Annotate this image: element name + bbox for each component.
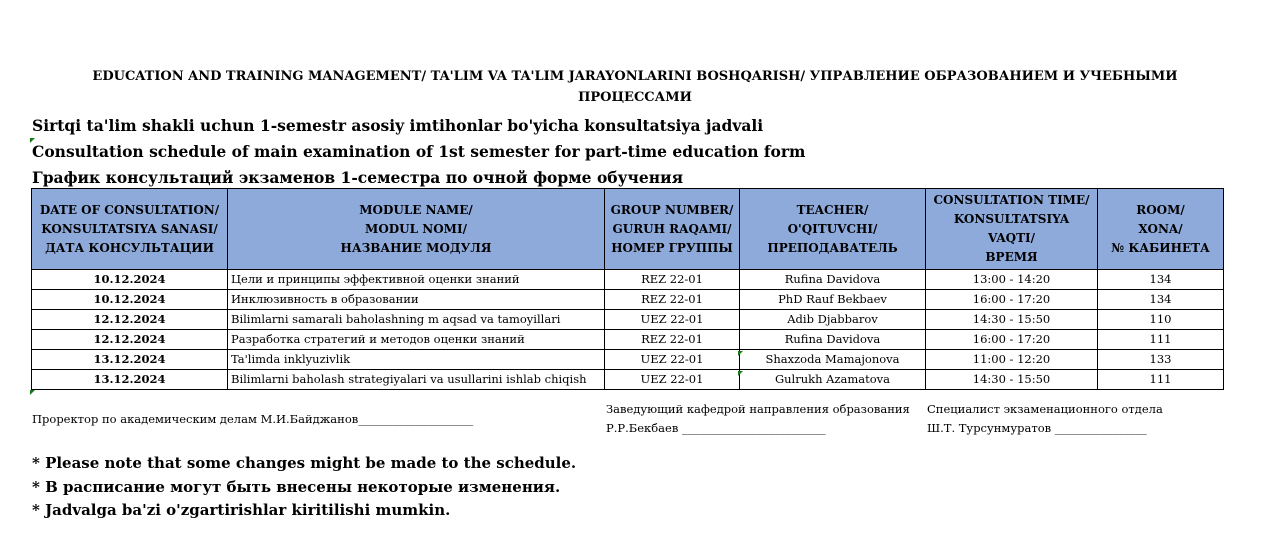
table-header-row xyxy=(32,189,1224,270)
cell-date: 12.12.2024 xyxy=(32,310,228,330)
cell-group: REZ 22-01 xyxy=(605,270,740,290)
cell-module: Ta'limda inklyuzivlik xyxy=(228,350,605,370)
cell-date: 10.12.2024 xyxy=(32,290,228,310)
table-row xyxy=(32,310,1224,330)
cell-date: 12.12.2024 xyxy=(32,330,228,350)
cell-room: 111 xyxy=(1098,370,1224,390)
cell-teacher: Rufina Davidova xyxy=(740,270,926,290)
cell-marker-icon xyxy=(738,371,743,376)
consultation-schedule-table xyxy=(31,188,1224,390)
header-group: GROUP NUMBER/ GURUH RAQAMI/ НОМЕР ГРУППЫ xyxy=(605,189,740,270)
cell-module: Bilimlarni samarali baholashning m aqsad va tamoyillari xyxy=(228,310,605,330)
cell-date: 13.12.2024 xyxy=(32,370,228,390)
table-row xyxy=(32,290,1224,310)
cell-module: Инклюзивность в образовании xyxy=(228,290,605,310)
cell-time: 16:00 - 17:20 xyxy=(926,330,1098,350)
cell-teacher: Gulrukh Azamatova xyxy=(740,370,926,390)
page-title: EDUCATION AND TRAINING MANAGEMENT/ TA'LIM VA TA'LIM JARAYONLARINI BOSHQARISH/ УПРАВЛЕНИЕ ОБРАЗОВАНИЕМ И УЧЕБНЫМИ ПРОЦЕССАМИ xyxy=(92,69,1178,105)
cell-time: 11:00 - 12:20 xyxy=(926,350,1098,370)
cell-time: 14:30 - 15:50 xyxy=(926,370,1098,390)
cell-time: 13:00 - 14:20 xyxy=(926,270,1098,290)
signature-head-title: Заведующий кафедрой направления образования xyxy=(606,402,910,416)
cell-group: REZ 22-01 xyxy=(605,290,740,310)
cell-group: UEZ 22-01 xyxy=(605,370,740,390)
cell-date: 10.12.2024 xyxy=(32,270,228,290)
cell-room: 111 xyxy=(1098,330,1224,350)
cell-module: Bilimlarni baholash strategiyalari va usullarini ishlab chiqish xyxy=(228,370,605,390)
cell-room: 134 xyxy=(1098,270,1224,290)
table-row xyxy=(32,350,1224,370)
note-en: * Please note that some changes might be made to the schedule. xyxy=(32,454,577,472)
cell-teacher: Rufina Davidova xyxy=(740,330,926,350)
cell-teacher: Shaxzoda Mamajonova xyxy=(740,350,926,370)
cell-module: Цели и принципы эффективной оценки знаний xyxy=(228,270,605,290)
subtitle-en: Consultation schedule of main examination of 1st semester for part-time education form xyxy=(32,142,806,161)
signature-specialist-title: Специалист экзаменационного отдела xyxy=(927,402,1163,416)
header-time: CONSULTATION TIME/ KONSULTATSIYA VAQTI/ ВРЕМЯ xyxy=(926,189,1098,270)
cell-teacher: Adib Djabbarov xyxy=(740,310,926,330)
cell-group: UEZ 22-01 xyxy=(605,350,740,370)
cell-group: REZ 22-01 xyxy=(605,330,740,350)
note-ru: * В расписание могут быть внесены некоторые изменения. xyxy=(32,478,561,496)
table-row xyxy=(32,270,1224,290)
cell-room: 134 xyxy=(1098,290,1224,310)
cell-time: 14:30 - 15:50 xyxy=(926,310,1098,330)
subtitle-uz: Sirtqi ta'lim shakli uchun 1-semestr asosiy imtihonlar bo'yicha konsultatsiya jadvali xyxy=(32,116,764,135)
cell-module: Разработка стратегий и методов оценки знаний xyxy=(228,330,605,350)
cell-room: 110 xyxy=(1098,310,1224,330)
subtitle-ru: График консультаций экзаменов 1-семестра по очной форме обучения xyxy=(32,168,684,187)
cell-teacher: PhD Rauf Bekbaev xyxy=(740,290,926,310)
signature-specialist-name: Ш.Т. Турсунмуратов ________________ xyxy=(927,421,1147,435)
table-row xyxy=(32,330,1224,350)
cell-marker-icon xyxy=(30,390,35,395)
table-row xyxy=(32,370,1224,390)
cell-room: 133 xyxy=(1098,350,1224,370)
cell-time: 16:00 - 17:20 xyxy=(926,290,1098,310)
header-room: ROOM/ XONA/ № КАБИНЕТА xyxy=(1098,189,1224,270)
signature-head-name: Р.Р.Бекбаев _________________________ xyxy=(606,421,826,435)
signature-prorector: Проректор по академическим делам М.И.Байджанов____________________ xyxy=(32,412,474,426)
header-teacher: TEACHER/ O'QITUVCHI/ ПРЕПОДАВАТЕЛЬ xyxy=(740,189,926,270)
header-date: DATE OF CONSULTATION/ KONSULTATSIYA SANASI/ ДАТА КОНСУЛЬТАЦИИ xyxy=(32,189,228,270)
header-module: MODULE NAME/ MODUL NOMI/ НАЗВАНИЕ МОДУЛЯ xyxy=(228,189,605,270)
cell-group: UEZ 22-01 xyxy=(605,310,740,330)
cell-date: 13.12.2024 xyxy=(32,350,228,370)
cell-marker-icon xyxy=(738,351,743,356)
note-uz: * Jadvalga ba'zi o'zgartirishlar kiritilishi mumkin. xyxy=(32,501,451,519)
